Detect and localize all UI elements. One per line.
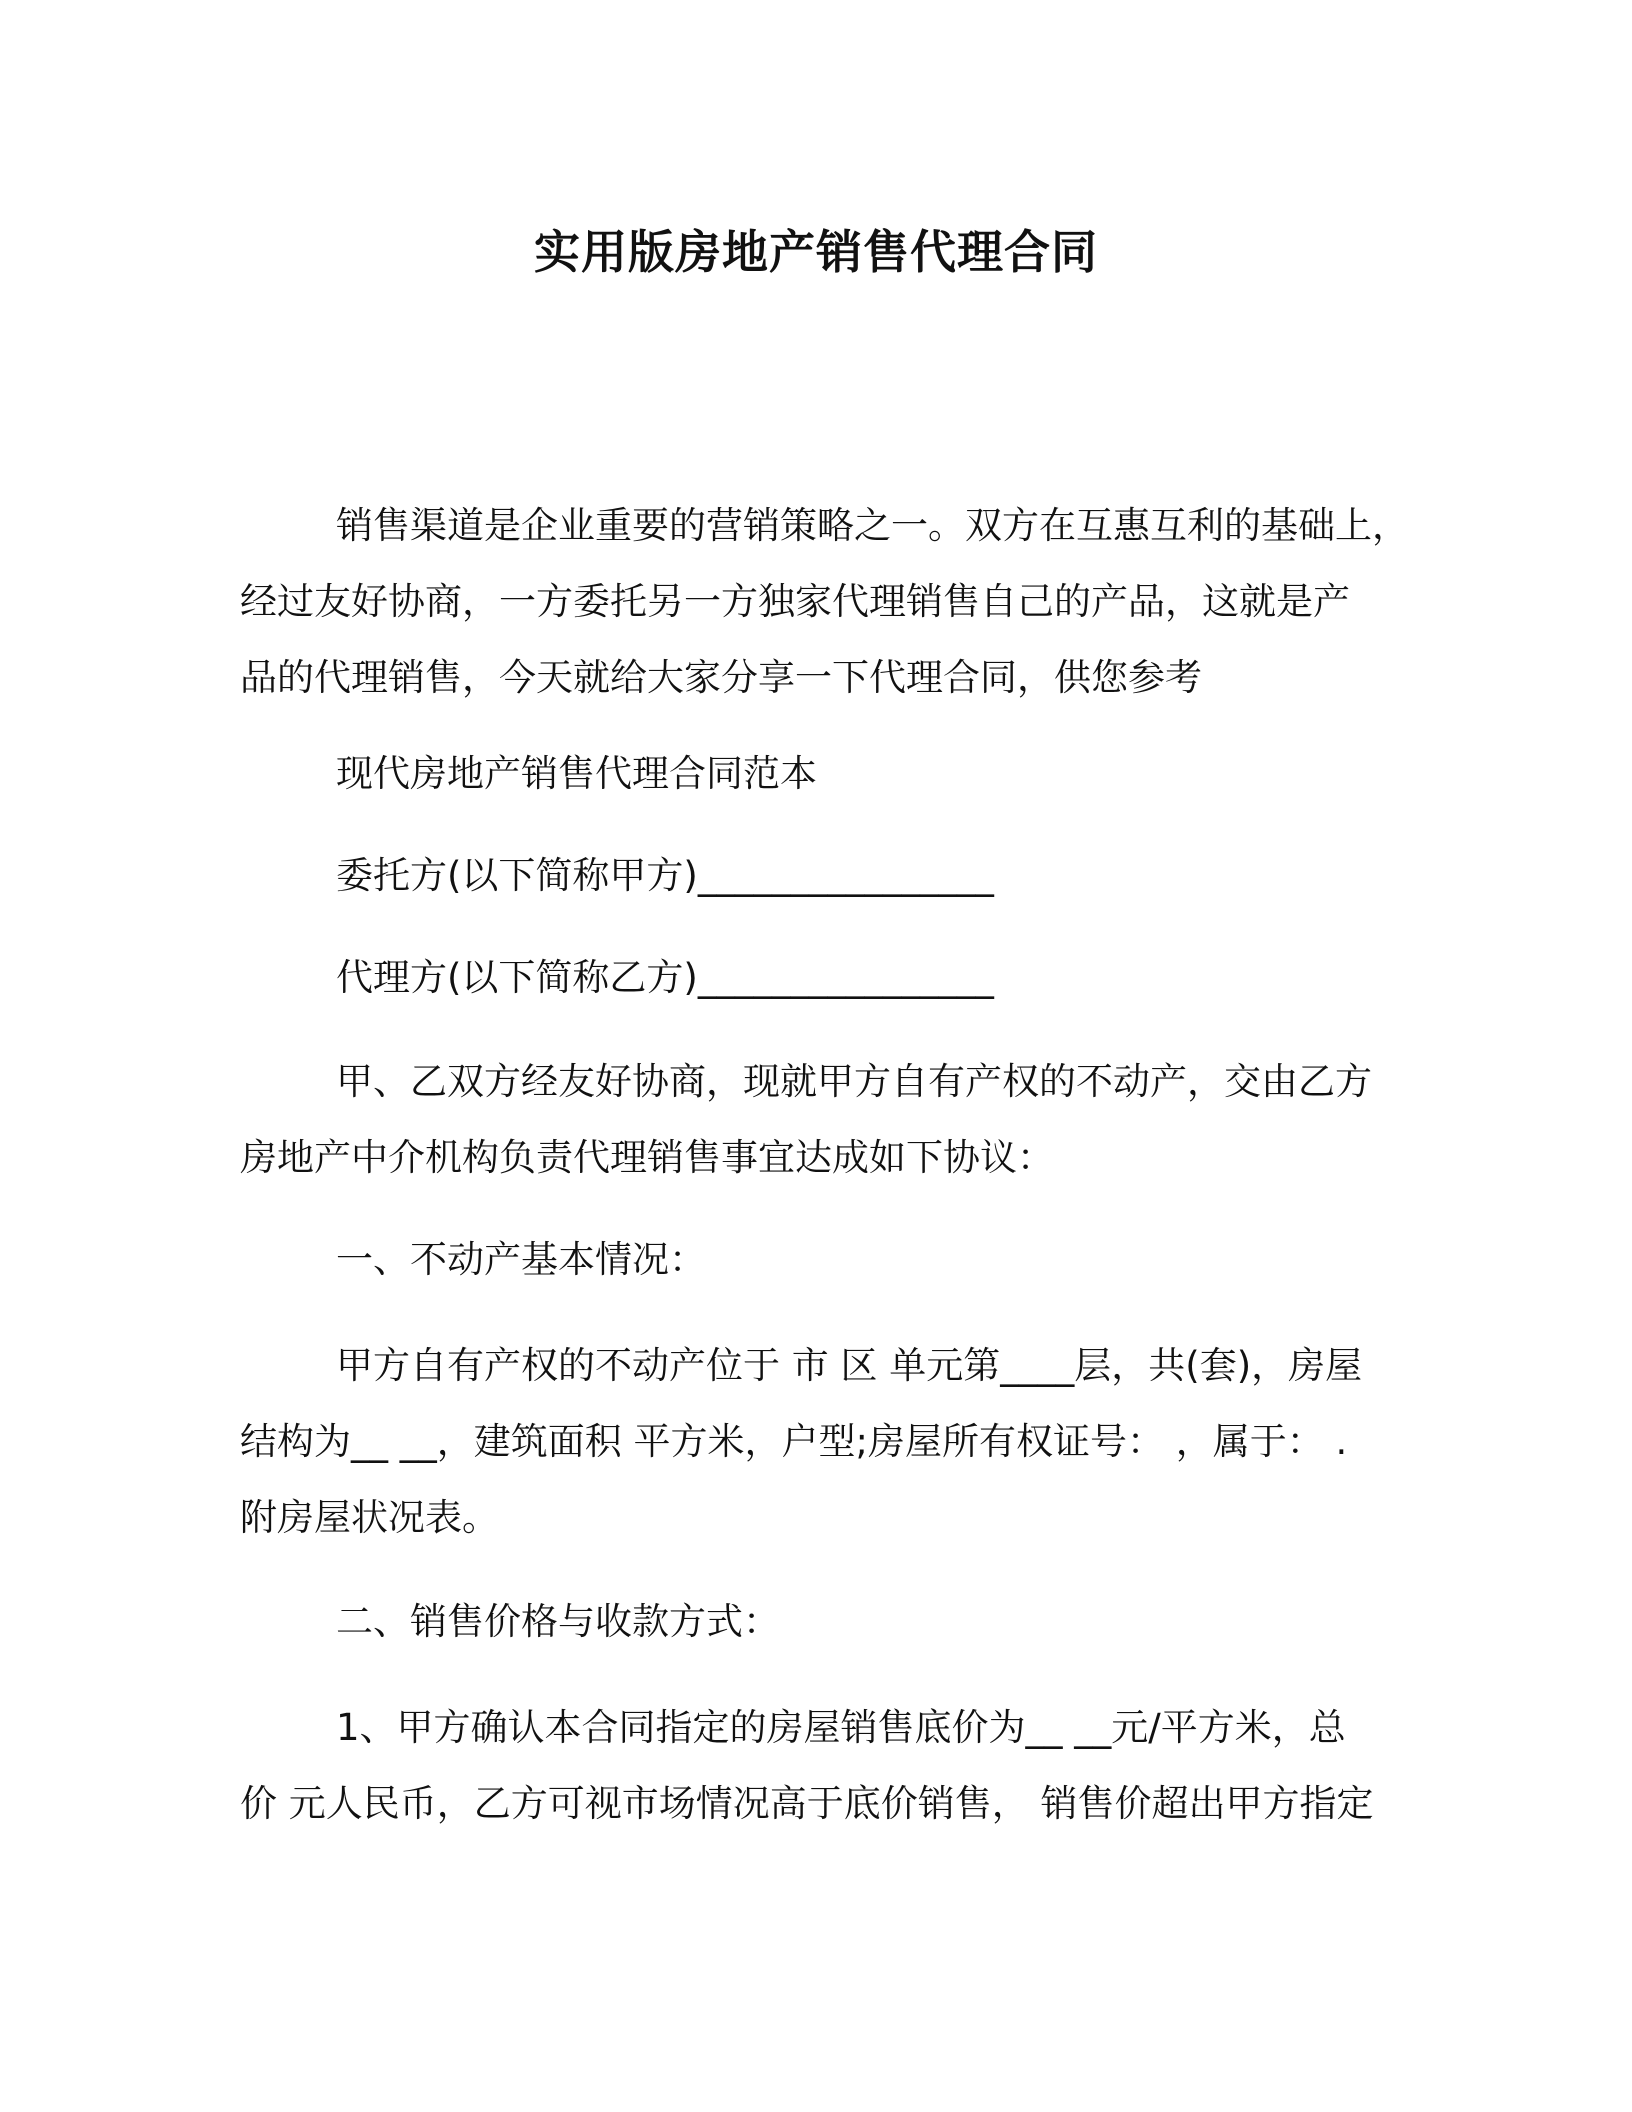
text-line: 1、甲方确认本合同指定的房屋销售底价为__ __元/平方米，总 — [336, 1706, 1346, 1749]
text-line: 现代房地产销售代理合同范本 — [336, 752, 817, 795]
text-line: 品的代理销售，今天就给大家分享一下代理合同，供您参考 — [240, 656, 1202, 699]
text-line: 结构为__ __，建筑面积 平方米，户型;房屋所有权证号： ，属于： . — [240, 1420, 1348, 1463]
text-line: 价 元人民币，乙方可视市场情况高于底价销售， 销售价超出甲方指定 — [240, 1782, 1374, 1825]
paragraph-party-a — [240, 838, 1400, 914]
text-line: 经过友好协商，一方委托另一方独家代理销售自己的产品，这就是产 — [240, 580, 1350, 623]
section-1-body — [240, 1328, 1400, 1556]
paragraph-intro — [240, 488, 1409, 716]
paragraph-agreement-intro — [240, 1044, 1400, 1196]
text-line: 一、不动产基本情况： — [336, 1238, 706, 1281]
text-line: 二、销售价格与收款方式： — [336, 1600, 780, 1643]
section-2-item-1 — [240, 1690, 1400, 1842]
paragraph-subtitle — [240, 736, 1400, 812]
text-line: 甲方自有产权的不动产位于 市 区 单元第____层，共(套)，房屋 — [336, 1344, 1363, 1387]
paragraph-party-b — [240, 940, 1400, 1016]
document-title: 实用版房地产销售代理合同 — [534, 225, 1098, 279]
text-line: 房地产中介机构负责代理销售事宜达成如下协议： — [240, 1136, 1054, 1179]
text-line: 销售渠道是企业重要的营销策略之一。双方在互惠互利的基础上， — [336, 504, 1409, 547]
text-line: 代理方(以下简称乙方)________________ — [336, 956, 994, 999]
text-line: 附房屋状况表。 — [240, 1496, 499, 1539]
text-line: 委托方(以下简称甲方)________________ — [336, 854, 994, 897]
text-line: 甲、乙双方经友好协商，现就甲方自有产权的不动产，交由乙方 — [336, 1060, 1372, 1103]
section-2-heading — [240, 1584, 1400, 1660]
section-1-heading — [240, 1222, 1400, 1298]
